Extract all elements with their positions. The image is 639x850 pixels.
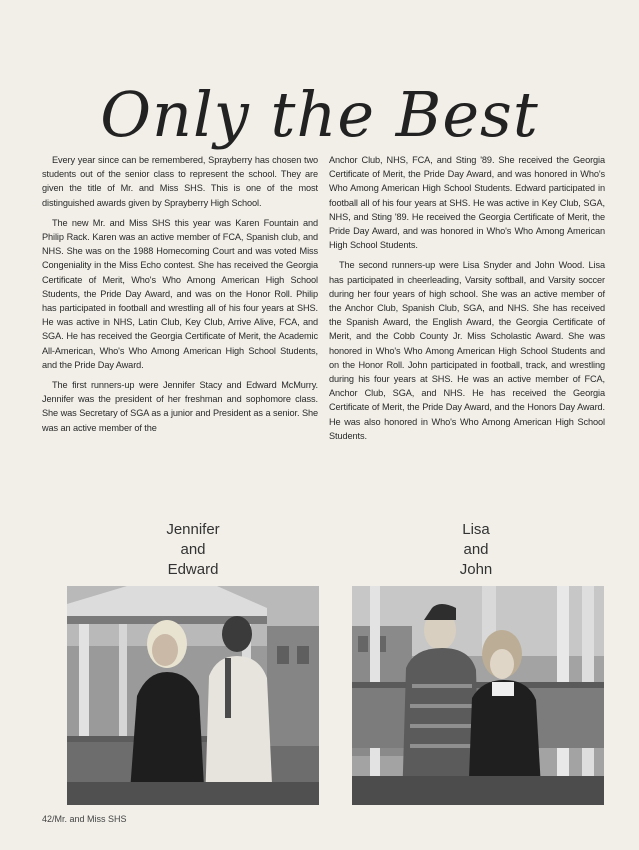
caption-line: Edward — [167, 561, 219, 578]
page-title: Only the Best — [100, 78, 539, 151]
paragraph: The first runners-up were Jennifer Stacy and Edward McMurry. Jennifer was the president of her freshman and sophomore class. She was Secretary of SGA as a junior and President as a senior. She was an active member of the — [42, 380, 318, 433]
paragraph: The new Mr. and Miss SHS this year was Karen Fountain and Philip Rack. Karen was an active member of FCA, Spanish club, and NHS. She was on the 1988 Homecoming Court and was voted Miss Congeniality in the Miss Echo contest. She has received the Georgia Certificate of Merit, Who's Who Among American High School Students, the Pride Day Award, and was on the Honor Roll. Philip has participated in football and wrestling all of his four years at SHS. He was active in NHS, Latin Club, Key Club, Arrive Alive, FCA, and SGA. He has received the Georgia Certificate of Merit, the Academic All-American, Who's Who Among American High School Students, and the Pride Day Award. — [42, 217, 318, 370]
caption-line: and — [180, 541, 206, 558]
caption-line: and — [463, 541, 489, 558]
paragraph: The second runners-up were Lisa Snyder and John Wood. Lisa has participated in cheerleading, Varsity softball, and Varsity soccer during her four years of high school. She was an active member of the Anchor Club, Spanish Club, SGA, and NHS. She has received the Spanish Award, the English Award, the Georgia Certificate of Merit, and the Cobb County Jr. Miss Scholastic Award. She was honored in Who's Who Among American High School Students and on the Honor Roll. John participated in football, track, and wrestling during his four years at SHS. He was an active member of FCA, Anchor Club, SGA, and NHS. He has received the Georgia Certificate of Merit, the Pride Day Award, and the Honors Day Award. He was also honored in Who's Who Among American High School Students. — [329, 260, 605, 441]
photo-lisa-john — [352, 586, 604, 805]
caption-line: John — [459, 561, 493, 578]
article-right-column — [329, 153, 605, 449]
caption-line: Jennifer — [166, 521, 220, 538]
photo-caption-right — [406, 520, 546, 580]
caption-line: Lisa — [462, 521, 490, 538]
page-footer: 42/Mr. and Miss SHS — [42, 814, 127, 824]
article-left-column — [42, 153, 318, 441]
photo-jennifer-edward — [67, 586, 319, 805]
paragraph: Anchor Club, NHS, FCA, and Sting '89. She received the Georgia Certificate of Merit, the Pride Day Award, and was honored in Who's Who Among American High School Students. Edward participated in football all of his four years at SHS. He was active in Key Club, SGA, NHS, and Sting '89. He received the Georgia Certificate of Merit, the Pride Day Award, and was honored in Who's Who Among American High School Students. — [329, 155, 605, 251]
photo-caption-left — [123, 520, 263, 580]
paragraph: Every year since can be remembered, Sprayberry has chosen two students out of the senior class to represent the school. They are given the title of Mr. and Miss SHS. This is one of the most distinguished awards given by Sprayberry High School. — [42, 155, 318, 208]
